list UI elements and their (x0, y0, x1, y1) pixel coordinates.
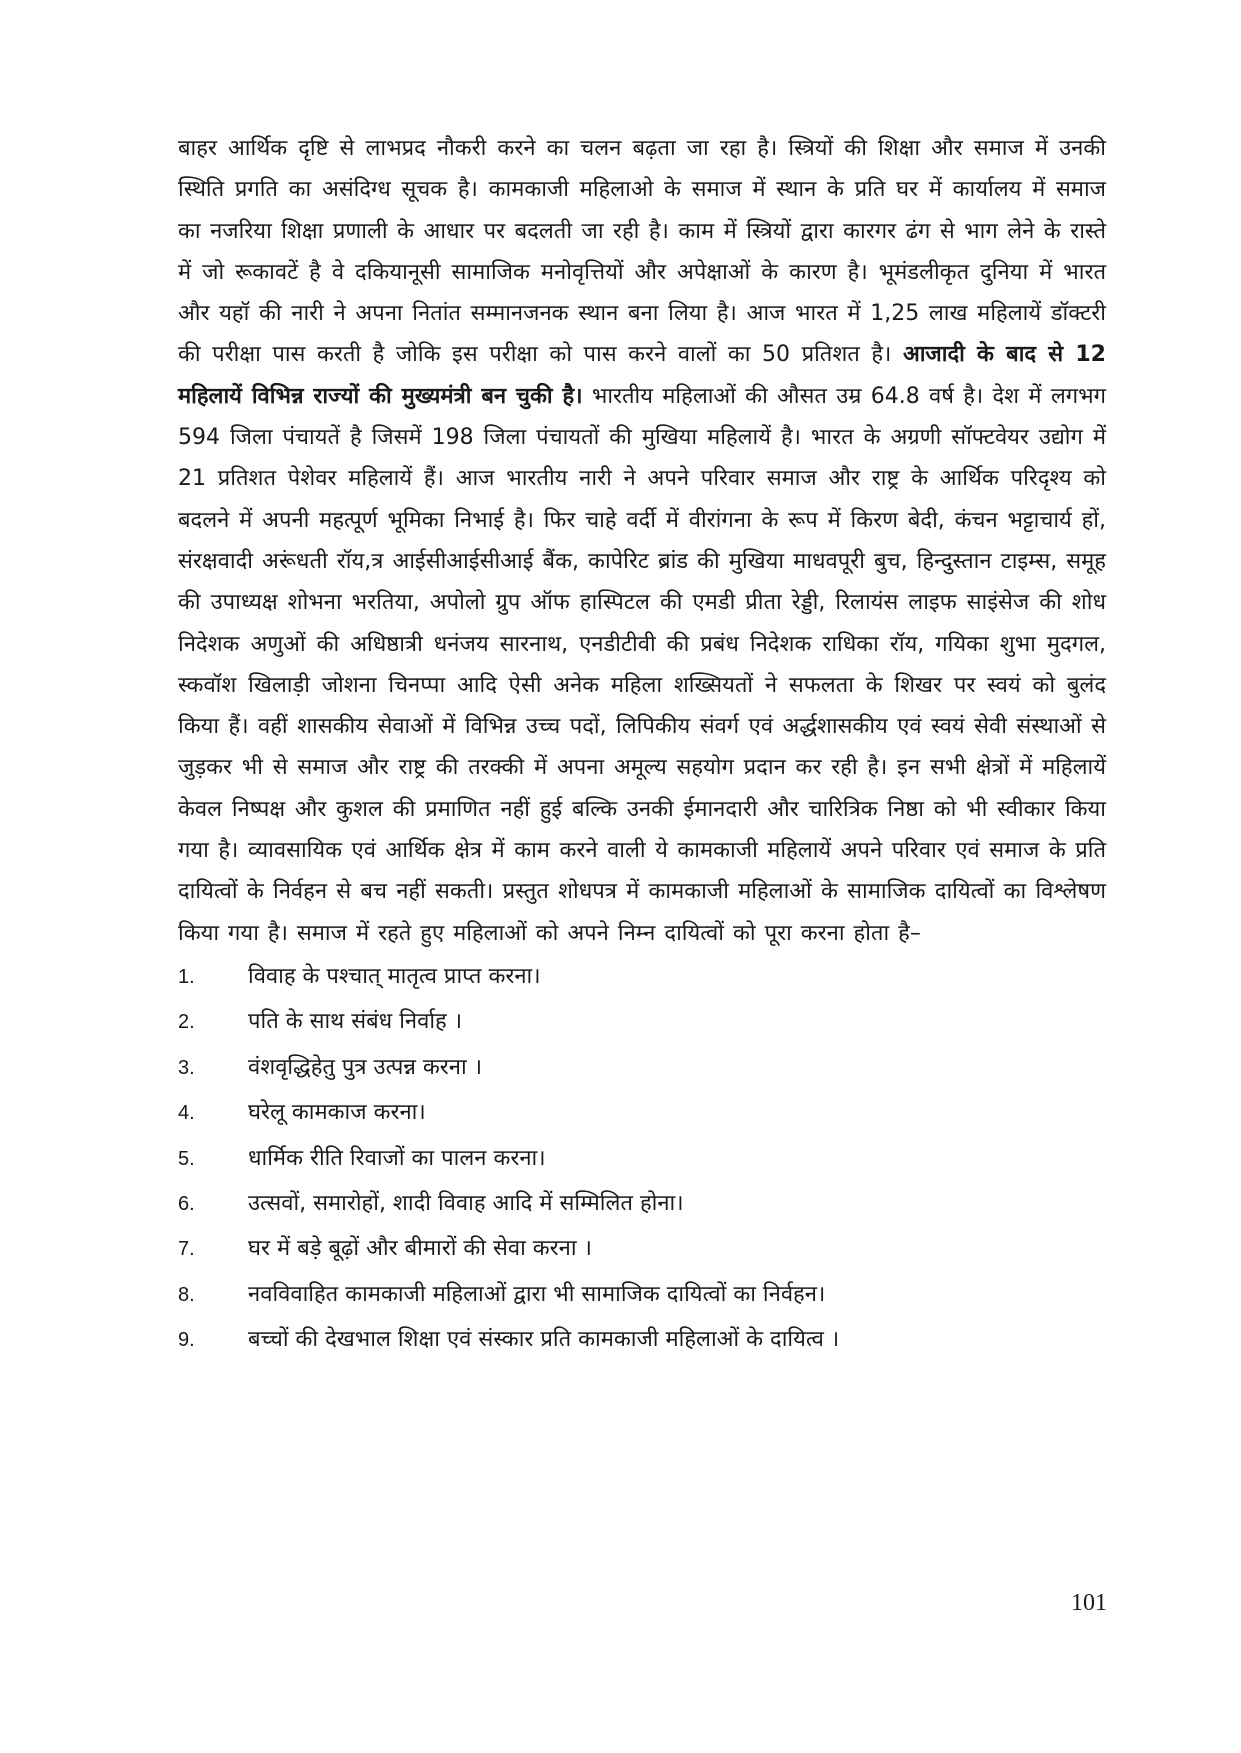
list-item-text: उत्सवों, समारोहों, शादी विवाह आदि में सम्मिलित होना। (248, 1190, 684, 1216)
paragraph-text-2: भारतीय महिलाओं की औसत उम्र 64.8 वर्ष है। देश में लगभग 594 जिला पंचायतें है जिसमें 198 जिला पंचायतों की मुखिया महिलायें है। भारत के अग्रणी सॉफ्टवेयर उद्योग में 21 प्रतिशत पेशेवर महिलायें हैं। आज भारतीय नारी ने अपने परिवार समाज और राष्ट्र के आर्थिक परिदृश्य को बदलने में अपनी महत्पूर्ण भूमिका निभाई है। फिर चाहे वर्दी में वीरांगना के रूप में किरण बेदी, कंचन भट्टाचार्य हों, संरक्षवादी अरूंधती रॉय,त्र आईसीआईसीआई बैंक, कापेरिट ब्रांड की मुखिया माधवपूरी बुच, हिन्दुस्तान टाइम्स, समूह की उपाध्यक्ष शोभना भरतिया, अपोलो ग्रुप ऑफ हास्पिटल की एमडी प्रीता रेड्डी, रिलायंस लाइफ साइंसेज की शोध निदेशक अणुओं की अधिष्ठात्री धनंजय सारनाथ, एनडीटीवी की प्रबंध निदेशक राधिका रॉय, गयिका शुभा मुदगल, स्कवॉश खिलाड़ी जोशना चिनप्पा आदि ऐसी अनेक महिला शख्सियतों ने सफलता के शिखर पर स्वयं को बुलंद किया हैं। वहीं शासकीय सेवाओं में विभिन्न उच्च पदों, लिपिकीय संवर्ग एवं अर्द्धशासकीय एवं स्वयं सेवी संस्थाओं से जुड़कर भी से समाज और राष्ट्र की तरक्की में अपना अमूल्य सहयोग प्रदान कर रही है। इन सभी क्षेत्रों में महिलायें केवल निष्पक्ष और कुशल की प्रमाणित नहीं हुई बल्कि उनकी ईमानदारी और चारित्रिक निष्ठा को भी स्वीकार किया गया है। व्यावसायिक एवं आर्थिक क्षेत्र में काम करने वाली ये कामकाजी महिलायें अपने परिवार एवं समाज के प्रति दायित्वों के निर्वहन से बच नहीं सकती। प्रस्तुत शोधपत्र में कामकाजी महिलाओं के सामाजिक दायित्वों का विश्लेषण किया गया है। समाज में रहते हुए महिलाओं को अपने निम्न दायित्वों को पूरा करना होता है– (178, 383, 1106, 946)
list-number: 2. (178, 1011, 195, 1034)
list-item (178, 1045, 1106, 1090)
list-number: 1. (178, 965, 195, 988)
page-body (178, 128, 1106, 1362)
list-item (178, 1226, 1106, 1271)
list-item (178, 1136, 1106, 1181)
paragraph-bold-text: आजादी के बाद से 12 महिलायें विभिन्न राज्यों की मुख्यमंत्री बन चुकी है। (178, 342, 1106, 409)
body-paragraph (178, 128, 1106, 954)
list-number: 4. (178, 1102, 195, 1125)
list-item (178, 999, 1106, 1044)
list-number: 7. (178, 1238, 195, 1261)
list-number: 6. (178, 1192, 195, 1215)
page-number: 101 (1071, 1590, 1107, 1616)
list-item-text: घरेलू कामकाज करना। (248, 1100, 426, 1126)
list-item (178, 1181, 1106, 1226)
list-number: 5. (178, 1147, 195, 1170)
duties-list (178, 954, 1106, 1363)
list-item-text: विवाह के पश्चात् मातृत्व प्राप्त करना। (248, 963, 541, 989)
list-item-text: बच्चों की देखभाल शिक्षा एवं संस्कार प्रति कामकाजी महिलाओं के दायित्व । (248, 1327, 840, 1353)
list-number: 9. (178, 1329, 195, 1352)
paragraph-text-1: बाहर आर्थिक दृष्टि से लाभप्रद नौकरी करने का चलन बढ़ता जा रहा है। स्त्रियों की शिक्षा और समाज में उनकी स्थिति प्रगति का असंदिग्ध सूचक है। कामकाजी महिलाओ के समाज में स्थान के प्रति घर में कार्यालय में समाज का नजरिया शिक्षा प्रणाली के आधार पर बदलती जा रही है। काम में स्त्रियों द्वारा कारगर ढंग से भाग लेने के रास्ते में जो रूकावटें है वे दकियानूसी सामाजिक मनोवृत्तियों और अपेक्षाओं के कारण है। भूमंडलीकृत दुनिया में भारत और यहॉ की नारी ने अपना नितांत सम्मानजनक स्थान बना लिया है। आज भारत में 1,25 लाख महिलायें डॉक्टरी की परीक्षा पास करती है जोकि इस परीक्षा को पास करने वालों का 50 प्रतिशत है। (178, 136, 1106, 368)
list-number: 8. (178, 1283, 195, 1306)
list-item-text: धार्मिक रीति रिवाजों का पालन करना। (248, 1145, 546, 1171)
list-item (178, 1317, 1106, 1362)
list-item-text: नवविवाहित कामकाजी महिलाओं द्वारा भी सामाजिक दायित्वों का निर्वहन। (248, 1281, 826, 1307)
list-item (178, 1090, 1106, 1135)
list-item (178, 954, 1106, 999)
list-item-text: पति के साथ संबंध निर्वाह । (248, 1009, 463, 1035)
list-item-text: वंशवृद्धिहेतु पुत्र उत्पन्न करना । (248, 1054, 483, 1080)
list-number: 3. (178, 1056, 195, 1079)
list-item-text: घर में बड़े बूढ़ों और बीमारों की सेवा करना । (248, 1236, 592, 1262)
list-item (178, 1272, 1106, 1317)
